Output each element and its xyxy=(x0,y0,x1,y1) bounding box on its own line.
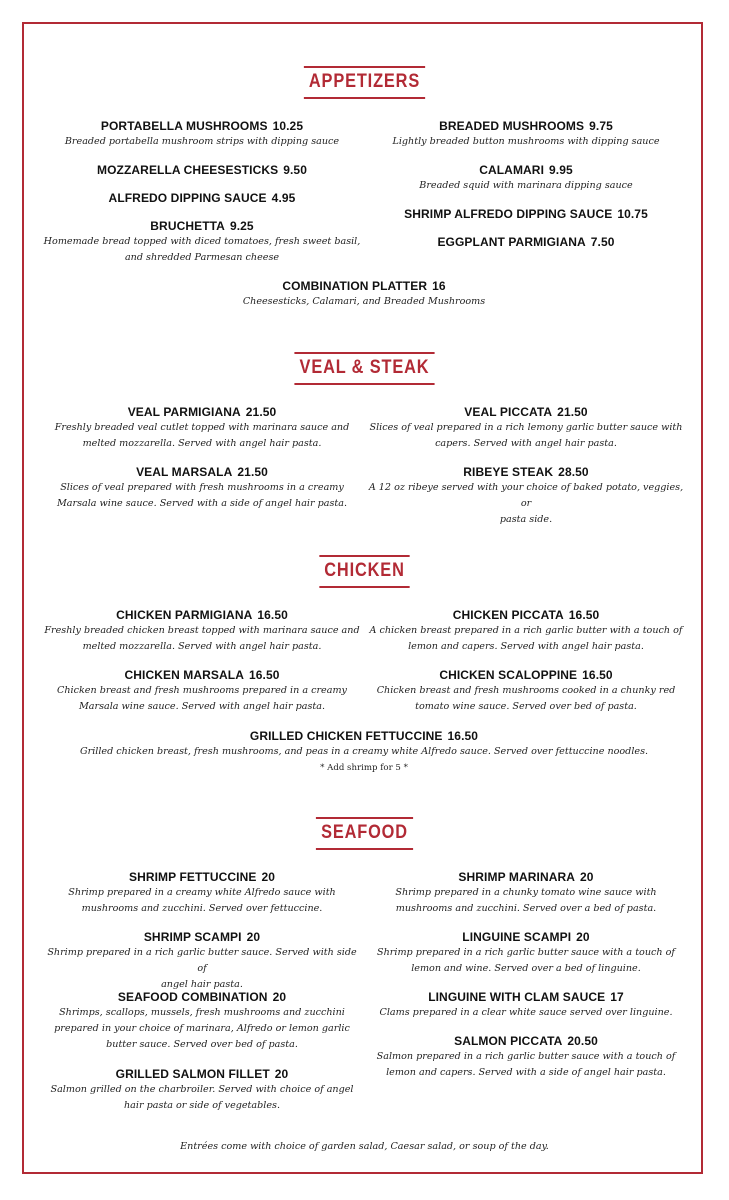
menu-item-shrimp-marinara xyxy=(366,869,686,917)
item-price: 20 xyxy=(576,930,590,944)
item-description-line: A chicken breast prepared in a rich garlic butter with a touch of xyxy=(369,625,683,636)
item-description-line: lemon and wine. Served over a bed of linguine. xyxy=(411,963,641,974)
item-name: SEAFOOD COMBINATION xyxy=(117,990,268,1004)
menu-item-seafood-combination xyxy=(42,989,362,1053)
item-description-line: Salmon grilled on the charbroiler. Served with choice of angel xyxy=(50,1084,354,1095)
item-name: GRILLED SALMON FILLET xyxy=(115,1067,270,1081)
item-description-line: Slices of veal prepared in a rich lemony garlic butter sauce with xyxy=(369,422,683,433)
item-description-line: lemon and capers. Served with a side of angel hair pasta. xyxy=(386,1067,666,1078)
item-description-line: Homemade bread topped with diced tomatoes, fresh sweet basil, xyxy=(43,236,361,247)
section-title-appetizers: APPETIZERS xyxy=(51,66,678,99)
item-price: 16.50 xyxy=(582,668,613,682)
item-description: Breaded portabella mushroom strips with dipping sauce xyxy=(64,136,340,147)
item-price: 20 xyxy=(580,870,594,884)
menu-item-mozzarella-cheesesticks xyxy=(42,162,362,178)
item-description-line: Shrimps, scallops, mussels, fresh mushrooms and zucchini xyxy=(59,1007,345,1018)
add-shrimp-note: * Add shrimp for 5 * xyxy=(320,763,408,773)
item-price: 9.25 xyxy=(229,219,254,233)
item-price: 28.50 xyxy=(558,465,589,479)
menu-item-linguine-with-clam-sauce xyxy=(366,989,686,1021)
item-name: PORTABELLA MUSHROOMS xyxy=(100,119,268,133)
item-price: 9.50 xyxy=(283,163,307,177)
item-name: SHRIMP MARINARA xyxy=(458,870,576,884)
item-description-line: tomato wine sauce. Served over bed of pasta. xyxy=(415,701,637,712)
item-description: Breaded squid with marinara dipping sauce xyxy=(419,180,633,191)
item-price: 16.50 xyxy=(447,729,479,743)
item-name: SALMON PICCATA xyxy=(454,1034,563,1048)
item-description-line: butter sauce. Served over bed of pasta. xyxy=(106,1039,298,1050)
item-price: 20.50 xyxy=(567,1034,598,1048)
item-name: BREADED MUSHROOMS xyxy=(439,119,585,133)
item-description-line: hair pasta or side of vegetables. xyxy=(123,1100,280,1111)
menu-item-veal-piccata xyxy=(366,404,686,452)
section-title-seafood: SEAFOOD xyxy=(51,817,678,850)
item-description: Lightly breaded button mushrooms with dipping sauce xyxy=(392,136,660,147)
item-price: 20 xyxy=(261,870,276,884)
item-description-line: Shrimp prepared in a rich garlic butter sauce. Served with side of xyxy=(47,947,357,974)
item-name: GRILLED CHICKEN FETTUCCINE xyxy=(249,729,443,743)
item-name: VEAL PICCATA xyxy=(464,405,553,419)
item-name: SHRIMP FETTUCCINE xyxy=(128,870,257,884)
menu-item-portabella-mushrooms xyxy=(42,118,362,150)
item-description-line: Freshly breaded veal cutlet topped with marinara sauce and xyxy=(54,422,350,433)
section-title-chicken: CHICKEN xyxy=(51,555,678,588)
item-name: MOZZARELLA CHEESESTICKS xyxy=(97,163,279,177)
menu-item-shrimp-fettuccine xyxy=(42,869,362,917)
item-price: 10.75 xyxy=(617,207,648,221)
item-price: 21.50 xyxy=(557,405,588,419)
item-description-line: mushrooms and zucchini. Served over a bed of pasta. xyxy=(395,903,657,914)
item-name: LINGUINE SCAMPI xyxy=(462,930,572,944)
item-description-line: mushrooms and zucchini. Served over fettuccine. xyxy=(81,903,323,914)
item-name: COMBINATION PLATTER xyxy=(282,279,428,293)
item-description-line: Clams prepared in a clear white sauce served over linguine. xyxy=(379,1007,673,1018)
menu-item-breaded-mushrooms xyxy=(366,118,686,150)
menu-item-grilled-salmon-fillet xyxy=(42,1066,362,1114)
item-description-line: pasta side. xyxy=(499,514,553,525)
item-description-line: Marsala wine sauce. Served with a side of angel hair pasta. xyxy=(56,498,348,509)
item-price: 20 xyxy=(274,1067,289,1081)
item-name: RIBEYE STEAK xyxy=(463,465,554,479)
menu-item-bruchetta xyxy=(42,218,362,266)
menu-item-chicken-piccata xyxy=(366,607,686,655)
menu-item-shrimp-alfredo-dipping-sauce xyxy=(366,206,686,222)
item-price: 16 xyxy=(432,279,446,293)
item-description-line: angel hair pasta. xyxy=(161,979,243,990)
item-description-line: Slices of veal prepared with fresh mushrooms in a creamy xyxy=(60,482,344,493)
item-name: CHICKEN PICCATA xyxy=(452,608,564,622)
menu-item-ribeye-steak xyxy=(366,464,686,528)
item-price: 20 xyxy=(272,990,287,1004)
item-description-line: melted mozzarella. Served with angel hair pasta. xyxy=(82,641,322,652)
menu-item-alfredo-dipping-sauce xyxy=(42,190,362,206)
item-description-line: Shrimp prepared in a chunky tomato wine sauce with xyxy=(395,887,657,898)
item-price: 16.50 xyxy=(248,668,280,682)
item-description-line: lemon and capers. Served with angel hair pasta. xyxy=(408,641,644,652)
item-description-line: Freshly breaded chicken breast topped with marinara sauce and xyxy=(44,625,360,636)
item-description-line: melted mozzarella. Served with angel hair pasta. xyxy=(82,438,322,449)
item-description-line: Shrimp prepared in a creamy white Alfredo sauce with xyxy=(68,887,336,898)
item-description-line: Grilled chicken breast, fresh mushrooms, and peas in a creamy white Alfredo sauce. Served over fettuccine noodles. xyxy=(79,746,649,757)
item-price: 9.75 xyxy=(589,119,613,133)
item-name: LINGUINE WITH CLAM SAUCE xyxy=(428,990,606,1004)
menu-item-chicken-scaloppine xyxy=(366,667,686,715)
menu-item-veal-marsala xyxy=(42,464,362,512)
item-price: 21.50 xyxy=(237,465,268,479)
item-name: SHRIMP ALFREDO DIPPING SAUCE xyxy=(404,207,613,221)
menu-item-chicken-parmigiana xyxy=(42,607,362,655)
menu-item-shrimp-scampi xyxy=(42,929,362,993)
item-price: 21.50 xyxy=(245,405,277,419)
item-description: Cheesesticks, Calamari, and Breaded Mushrooms xyxy=(242,296,486,307)
menu-item-calamari xyxy=(366,162,686,194)
item-description-line: Marsala wine sauce. Served with angel hair pasta. xyxy=(78,701,326,712)
item-description-line: and shredded Parmesan cheese xyxy=(124,252,280,263)
section-title-veal-steak: VEAL & STEAK xyxy=(51,352,678,385)
item-price: 10.25 xyxy=(272,119,304,133)
item-description-line: Shrimp prepared in a rich garlic butter sauce with a touch of xyxy=(377,947,675,958)
item-price: 20 xyxy=(246,930,261,944)
menu-item-salmon-piccata xyxy=(366,1033,686,1081)
item-name: SHRIMP SCAMPI xyxy=(143,930,242,944)
item-name: CHICKEN MARSALA xyxy=(124,668,244,682)
menu-item-chicken-marsala xyxy=(42,667,362,715)
menu-item-grilled-chicken-fettuccine xyxy=(64,728,664,776)
item-name: BRUCHETTA xyxy=(150,219,225,233)
menu-item-eggplant-parmigiana xyxy=(366,234,686,250)
item-name: CHICKEN SCALOPPINE xyxy=(439,668,578,682)
item-description-line: Chicken breast and fresh mushrooms cooked in a chunky red xyxy=(376,685,676,696)
item-price: 16.50 xyxy=(568,608,600,622)
item-description-line: prepared in your choice of marinara, Alfredo or lemon garlic xyxy=(54,1023,350,1034)
item-price: 17 xyxy=(610,990,624,1004)
item-name: ALFREDO DIPPING SAUCE xyxy=(108,191,267,205)
item-price: 9.95 xyxy=(549,163,573,177)
item-description-line: capers. Served with angel hair pasta. xyxy=(435,438,617,449)
item-description-line: Chicken breast and fresh mushrooms prepared in a creamy xyxy=(57,685,347,696)
item-name: CHICKEN PARMIGIANA xyxy=(116,608,253,622)
menu-item-linguine-scampi xyxy=(366,929,686,977)
footer-note: Entrées come with choice of garden salad, Caesar salad, or soup of the day. xyxy=(180,1141,549,1152)
item-price: 4.95 xyxy=(271,191,296,205)
item-price: 16.50 xyxy=(257,608,288,622)
item-description-line: A 12 oz ribeye served with your choice of baked potato, veggies, or xyxy=(368,482,684,509)
item-description-line: Salmon prepared in a rich garlic butter sauce with a touch of xyxy=(376,1051,676,1062)
menu-item-combination-platter xyxy=(64,278,664,310)
item-price: 7.50 xyxy=(590,235,615,249)
menu-item-veal-parmigiana xyxy=(42,404,362,452)
item-name: VEAL PARMIGIANA xyxy=(127,405,241,419)
item-name: EGGPLANT PARMIGIANA xyxy=(437,235,586,249)
item-name: VEAL MARSALA xyxy=(136,465,233,479)
item-name: CALAMARI xyxy=(479,163,545,177)
